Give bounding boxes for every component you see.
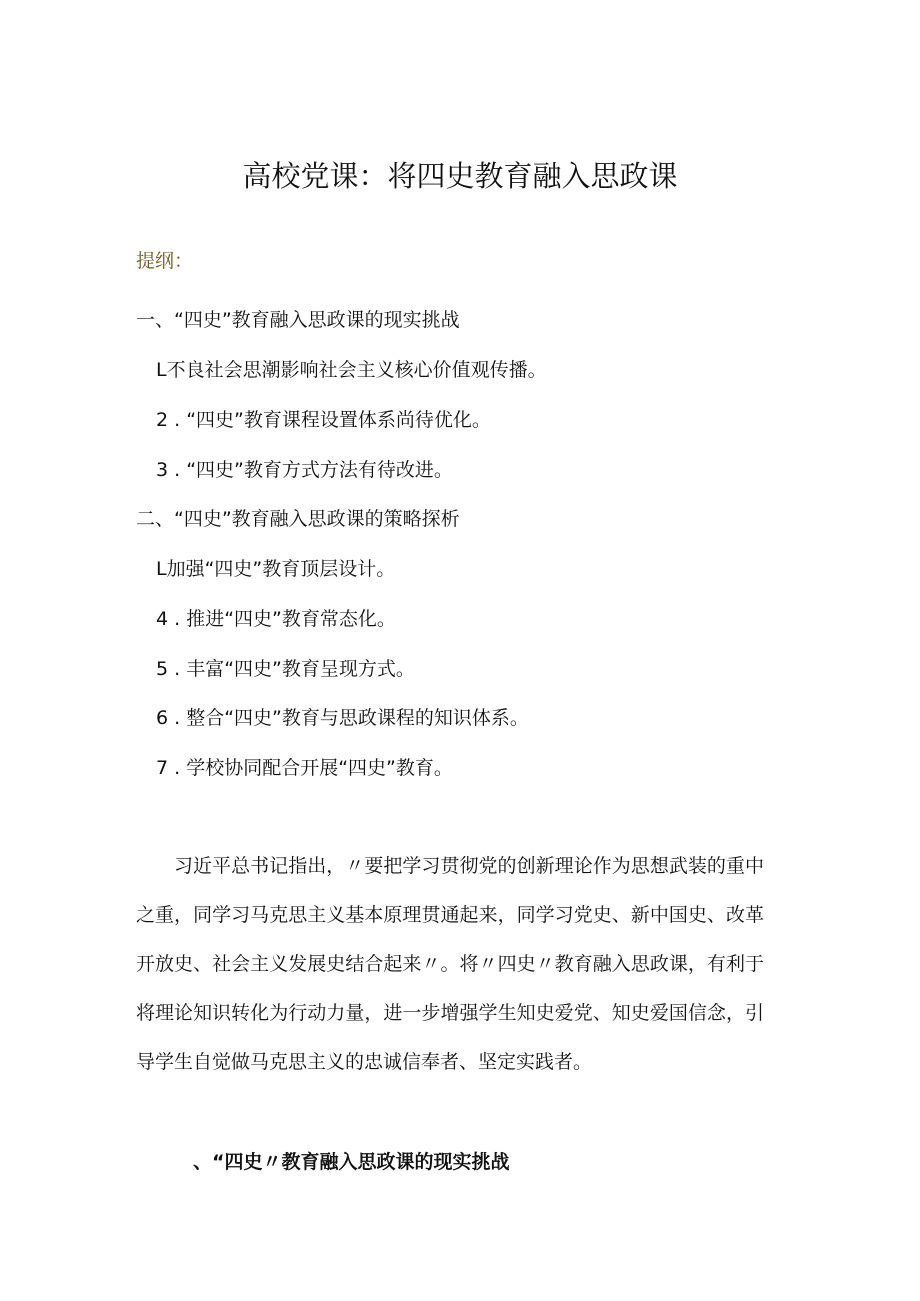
page-title: 高校党课：将四史教育融入思政课 bbox=[242, 159, 678, 193]
outline-item: L不良社会思潮影响社会主义核心价值观传播。 bbox=[156, 359, 547, 381]
outline-item: L加强“四史”教育顶层设计。 bbox=[156, 558, 396, 580]
outline-item: 3 . “四史”教育方式方法有待改进。 bbox=[156, 459, 453, 481]
outline-section-heading: 二、“四史”教育融入思政课的策略探析 bbox=[136, 508, 460, 530]
outline-item: 7 . 学校协同配合开展“四史”教育。 bbox=[156, 757, 453, 779]
outline-item: 2 . “四史”教育课程设置体系尚待优化。 bbox=[156, 409, 491, 431]
outline-label: 提纲： bbox=[136, 250, 194, 272]
outline-item: 6 . 整合“四史”教育与思政课程的知识体系。 bbox=[156, 707, 529, 729]
intro-paragraph: 习近平总书记指出，〃要把学习贯彻党的创新理论作为思想武装的重中之重，同学习马克思主义基本原理贯通起来，同学习党史、新中国史、改革开放史、社会主义发展史结合起来〃。将〃四史〃教育融入思政课，有利于将理论知识转化为行动力量，进一步增强学生知史爱党、知史爱国信念，引导学生自觉做马克思主义的忠诚信奉者、坚定实践者。 bbox=[136, 855, 764, 1073]
section-heading: 、“四史〃教育融入思政课的现实挑战 bbox=[193, 1151, 510, 1173]
outline-section-heading: 一、“四史”教育融入思政课的现实挑战 bbox=[136, 309, 460, 331]
outline-item: 4 . 推进“四史”教育常态化。 bbox=[156, 608, 396, 630]
outline-item: 5 . 丰富“四史”教育呈现方式。 bbox=[156, 658, 415, 680]
